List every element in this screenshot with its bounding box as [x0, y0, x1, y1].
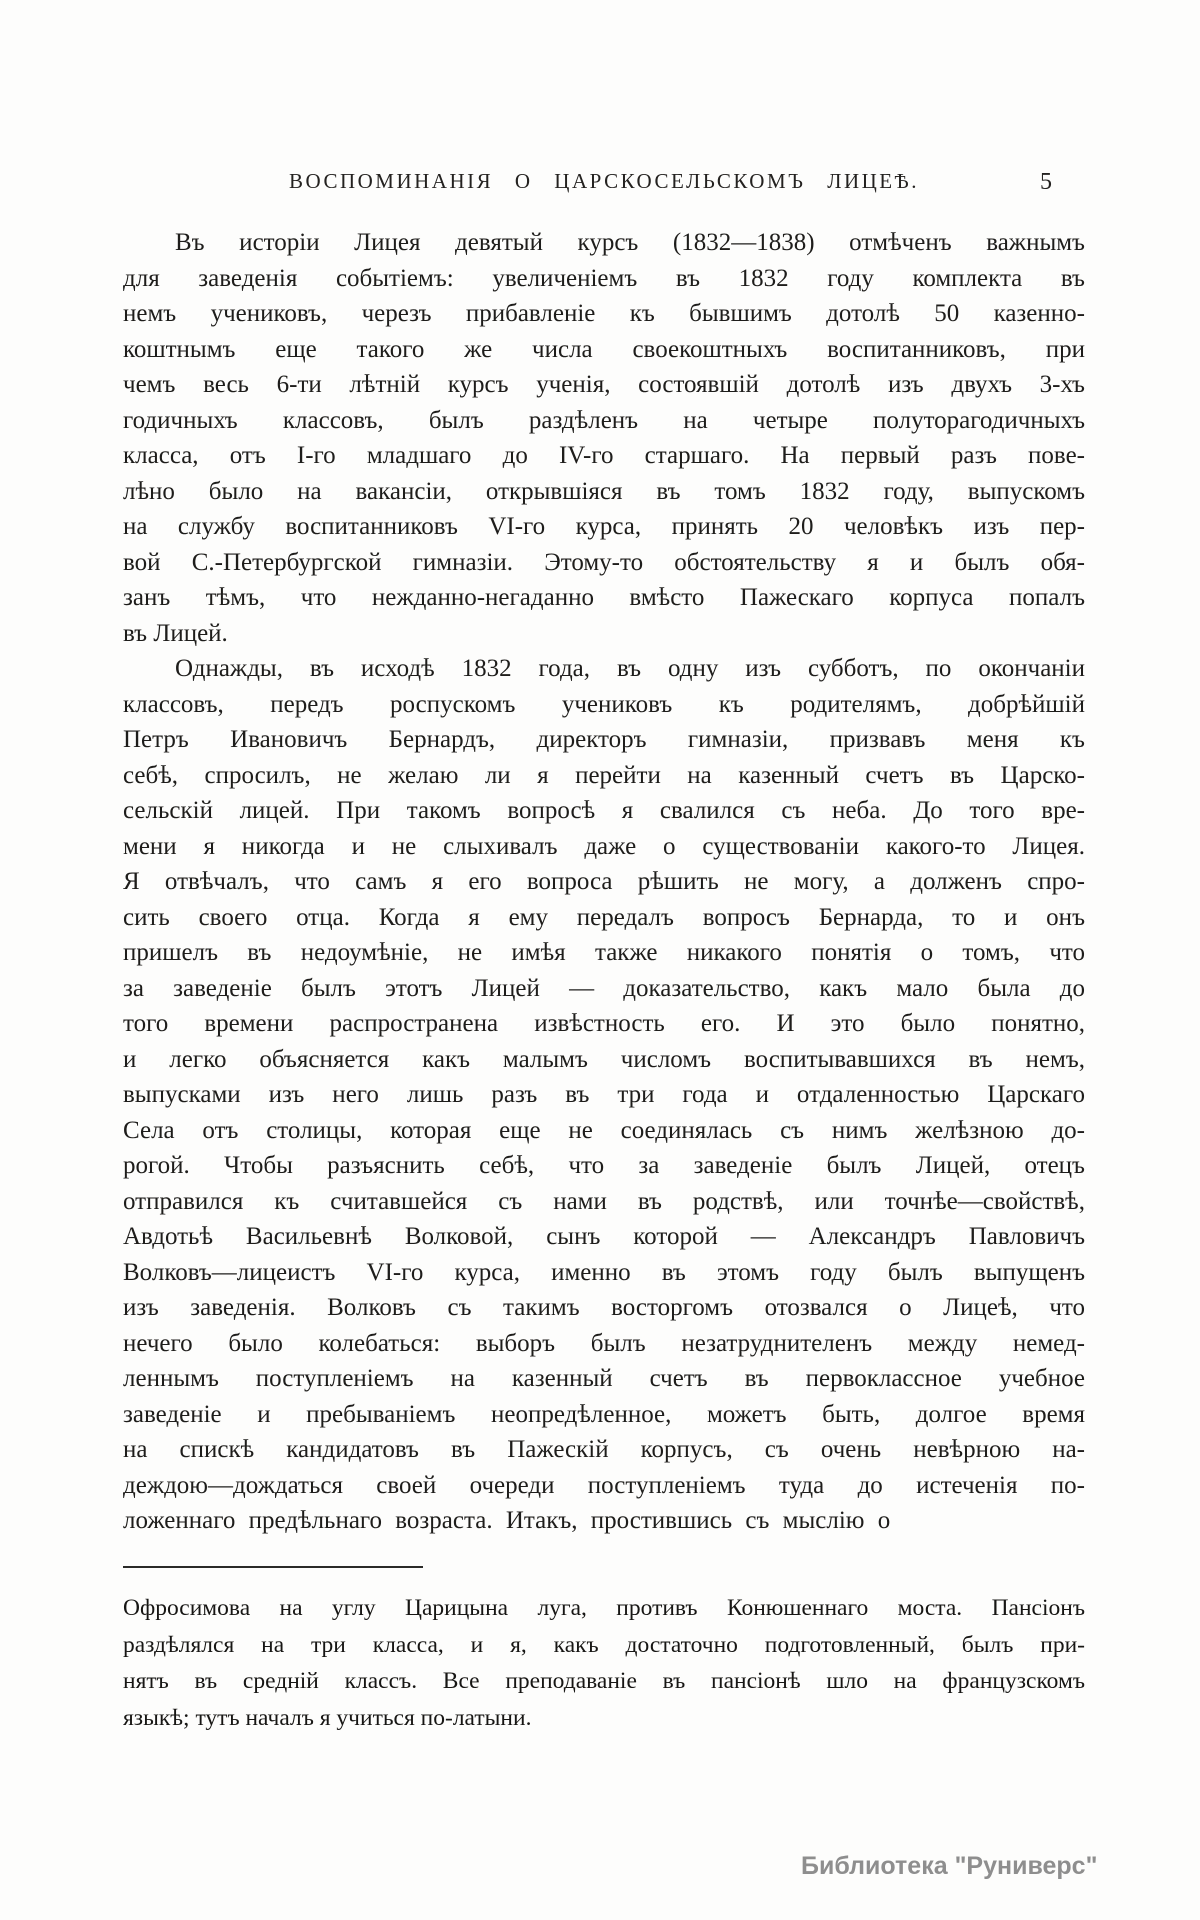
text-line: вой С.-Петербургской гимназіи. Этому-то обстоятельству я и былъ обя-	[123, 548, 1085, 576]
text-line: чемъ весь 6-ти лѣтній курсъ ученія, состоявшій дотолѣ изъ двухъ 3-хъ	[123, 371, 1085, 398]
text-line: класса, отъ I-го младшаго до IV-го старшаго. На первый разъ пове-	[123, 442, 1085, 469]
text-line: классовъ, передъ роспускомъ учениковъ къ родителямъ, добрѣйшій	[123, 690, 1085, 718]
footnote-line: нятъ въ средній классъ. Все преподаваніе въ пансіонѣ шло на французскомъ	[123, 1668, 1085, 1694]
text-line: деждою—дождаться своей очереди поступленіемъ туда до истеченія по-	[123, 1471, 1085, 1499]
text-line: немъ учениковъ, черезъ прибавленіе къ бывшимъ дотолѣ 50 казенно-	[123, 300, 1085, 327]
text-line: и легко объясняется какъ малымъ числомъ воспитывавшихся въ немъ,	[123, 1045, 1085, 1073]
text-line: занъ тѣмъ, что нежданно-негаданно вмѣсто Пажескаго корпуса попалъ	[123, 584, 1085, 611]
text-line: того времени распространена извѣстность его. И это было понятно,	[123, 1010, 1085, 1037]
text-line: коштнымъ еще такого же числа своекоштныхъ воспитанниковъ, при	[123, 335, 1085, 363]
text-line: лѣно было на вакансіи, открывшіяся въ томъ 1832 году, выпускомъ	[123, 477, 1085, 505]
text-line: Волковъ—лицеистъ VI-го курса, именно въ этомъ году былъ выпущенъ	[123, 1258, 1085, 1286]
text-line: въ Лицей.	[123, 619, 228, 647]
footnote	[123, 1590, 1085, 1736]
footnote-separator	[123, 1566, 423, 1568]
page-header	[123, 169, 1085, 199]
text-line: заведеніе и пребываніемъ неопредѣленное, можетъ быть, долгое время	[123, 1400, 1085, 1428]
text-line: на службу воспитанниковъ VI-го курса, принять 20 человѣкъ изъ пер-	[123, 513, 1085, 540]
text-line: Однажды, въ исходѣ 1832 года, въ одну изъ субботъ, по окончаніи	[175, 655, 1085, 682]
page-number: 5	[1040, 169, 1052, 195]
running-title: ВОСПОМИНАНІЯ О ЦАРСКОСЕЛЬСКОМЪ ЛИЦЕѢ.	[289, 169, 919, 193]
text-line: Авдотьѣ Васильевнѣ Волковой, сынъ которой — Александръ Павловичъ	[123, 1223, 1085, 1250]
text-line: себѣ, спросилъ, не желаю ли я перейти на казенный счетъ въ Царско-	[123, 761, 1085, 789]
text-line: мени я никогда и не слыхивалъ даже о существованіи какого-то Лицея.	[123, 832, 1085, 860]
main-text	[123, 225, 1085, 1539]
footnote-line: раздѣлялся на три класса, и я, какъ достаточно подготовленный, былъ при-	[123, 1631, 1085, 1658]
footnote-line: языкѣ; тутъ началъ я учиться по-латыни.	[123, 1704, 532, 1731]
text-line: ложеннаго предѣльнаго возраста. Итакъ, простившись съ мыслію о	[123, 1507, 891, 1534]
text-line: выпусками изъ него лишь разъ въ три года и отдаленностью Царскаго	[123, 1081, 1085, 1108]
text-line: сить своего отца. Когда я ему передалъ вопросъ Бернарда, то и онъ	[123, 903, 1085, 931]
text-line: рогой. Чтобы разъяснить себѣ, что за заведеніе былъ Лицей, отецъ	[123, 1152, 1085, 1179]
text-line: годичныхъ классовъ, былъ раздѣленъ на четыре полуторагодичныхъ	[123, 406, 1085, 434]
text-line: Села отъ столицы, которая еще не соединялась съ нимъ желѣзною до-	[123, 1116, 1085, 1144]
text-line: сельскій лицей. При такомъ вопросѣ я свалился съ неба. До того вре-	[123, 797, 1085, 824]
text-line: за заведеніе былъ этотъ Лицей — доказательство, какъ мало была до	[123, 974, 1085, 1002]
text-line: Въ исторіи Лицея девятый курсъ (1832—1838) отмѣченъ важнымъ	[175, 229, 1085, 256]
text-line: для заведенія событіемъ: увеличеніемъ въ 1832 году комплекта въ	[123, 264, 1085, 292]
text-line: Петръ Ивановичъ Бернардъ, директоръ гимназіи, призвавъ меня къ	[123, 726, 1085, 753]
text-line: Я отвѣчалъ, что самъ я его вопроса рѣшить не могу, а долженъ спро-	[123, 868, 1085, 895]
text-line: нечего было колебаться: выборъ былъ незатруднителенъ между немед-	[123, 1329, 1085, 1357]
text-line: пришелъ въ недоумѣніе, не имѣя также никакого понятія о томъ, что	[123, 939, 1085, 966]
library-watermark: Библиотека "Руниверс"	[801, 1852, 1098, 1880]
text-line: изъ заведенія. Волковъ съ такимъ восторгомъ отозвался о Лицеѣ, что	[123, 1294, 1085, 1321]
text-line: леннымъ поступленіемъ на казенный счетъ въ первоклассное учебное	[123, 1365, 1085, 1392]
footnote-line: Офросимова на углу Царицына луга, противъ Конюшеннаго моста. Пансіонъ	[123, 1595, 1085, 1621]
text-line: на спискѣ кандидатовъ въ Пажескій корпусъ, съ очень невѣрною на-	[123, 1436, 1085, 1463]
text-line: отправился къ считавшейся съ нами въ родствѣ, или точнѣе—свойствѣ,	[123, 1187, 1085, 1215]
